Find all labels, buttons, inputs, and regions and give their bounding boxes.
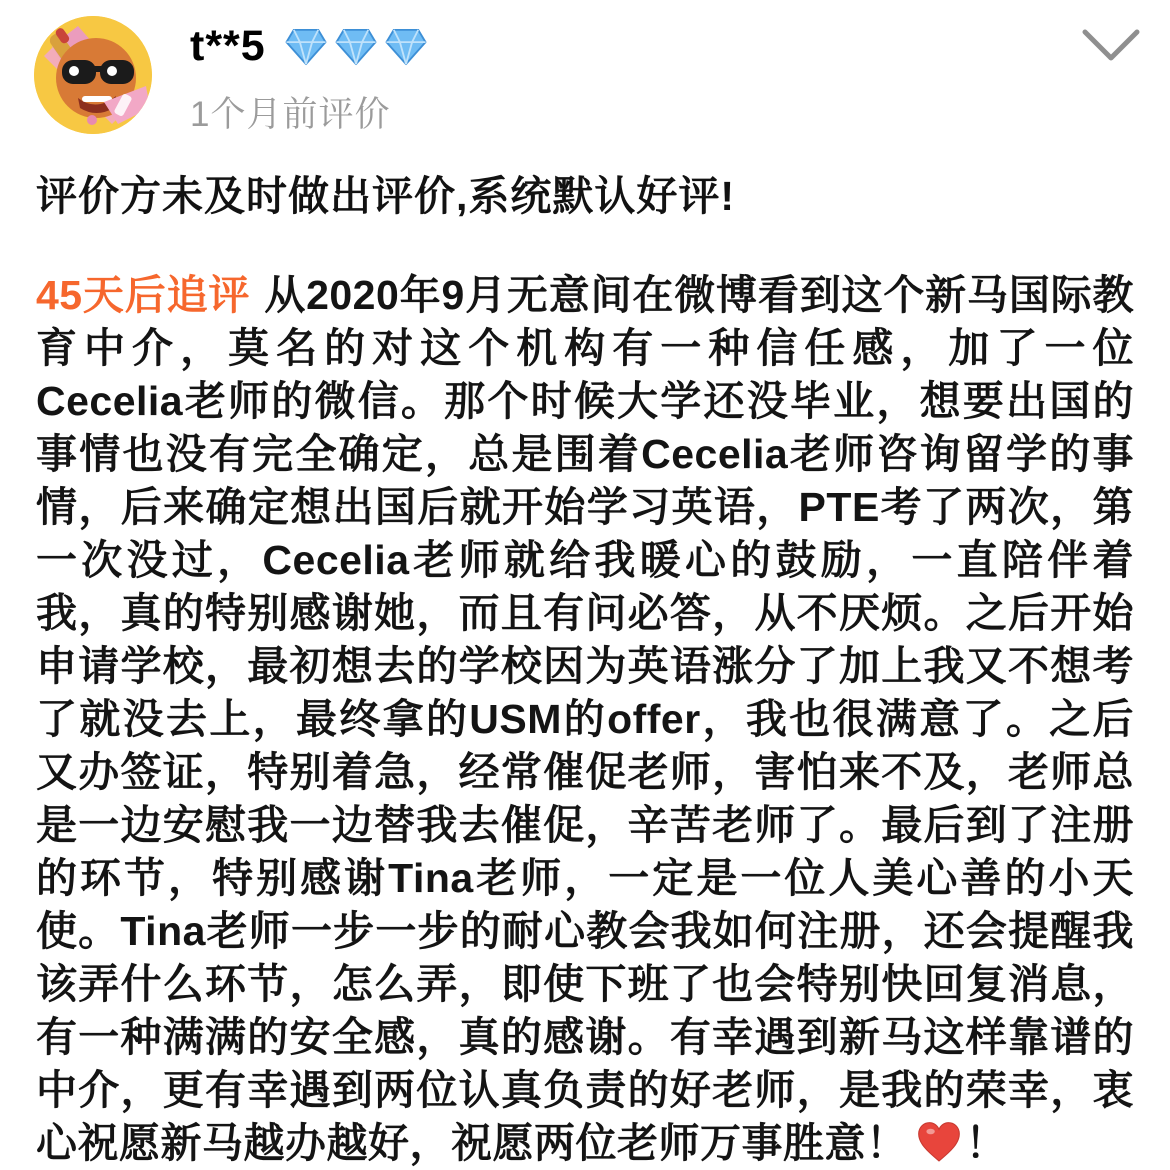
diamond-icon (384, 27, 428, 67)
user-meta (190, 16, 434, 137)
system-default-note: 评价方未及时做出评价,系统默认好评! (36, 173, 736, 219)
user-level-badges (284, 27, 434, 67)
username: t**5 (190, 22, 266, 70)
review-time: 1个月前评价 (190, 95, 391, 134)
chevron-down-icon[interactable] (1080, 26, 1142, 66)
review-tail: ！ (965, 1120, 1007, 1166)
avatar (34, 16, 152, 134)
heart-icon (916, 1121, 962, 1163)
review-text (36, 269, 1134, 1170)
diamond-icon (284, 27, 328, 67)
followup-badge: 45天后追评 (36, 272, 251, 318)
diamond-icon (334, 27, 378, 67)
review-body: 从2020年9月无意间在微博看到这个新马国际教育中介，莫名的对这个机构有一种信任感，加了一位Cecelia老师的微信。那个时候大学还没毕业，想要出国的事情也没有完全确定，总是围着Cecelia老师咨询留学的事情，后来确定想出国后就开始学习英语，PTE考了两次，第一次没过，Cecelia老师就给我暖心的鼓励，一直陪伴着我，真的特别感谢她，而且有问必答，从不厌烦。之后开始申请学校，最初想去的学校因为英语涨分了加上我又不想考了就没去上，最终拿的USM的offer，我也很满意了。之后又办签证，特别着急，经常催促老师，害怕来不及，老师总是一边安慰我一边替我去催促，辛苦老师了。最后到了注册的环节，特别感谢Tina老师，一定是一位人美心善的小天使。Tina老师一步一步的耐心教会我如何注册，还会提醒我该弄什么环节，怎么弄，即使下班了也会特别快回复消息，有一种满满的安全感，真的感谢。有幸遇到新马这样靠谱的中介，更有幸遇到两位认真负责的好老师，是我的荣幸，衷心祝愿新马越办越好，祝愿两位老师万事胜意！ (36, 272, 1134, 1166)
review-header (0, 0, 1170, 137)
